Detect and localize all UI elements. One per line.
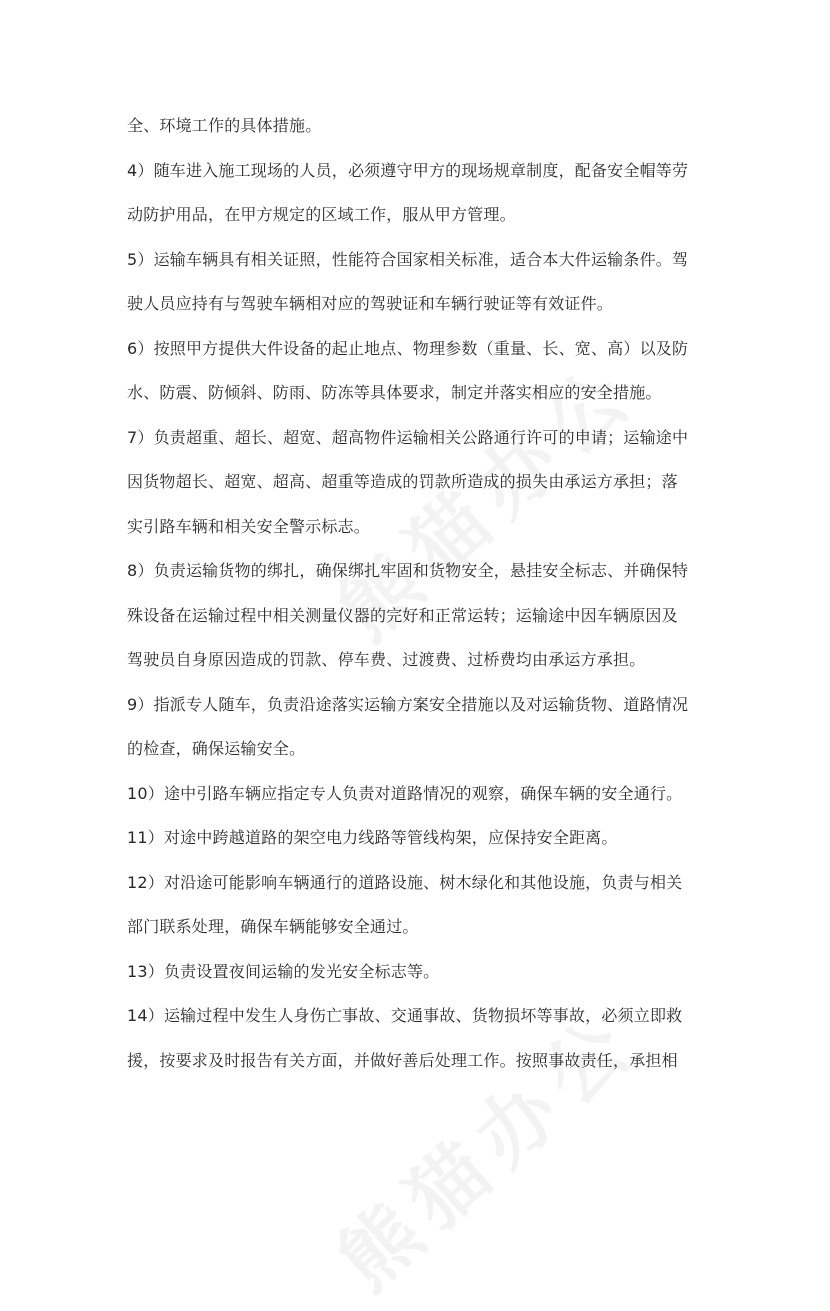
text-line: 部门联系处理，确保车辆能够安全通过。 [127,917,419,936]
text-line: 5）运输车辆具有相关证照，性能符合国家相关标准，适合本大件运输条件。驾 [127,249,689,269]
text-line: 援，按要求及时报告有关方面，并做好善后处理工作。按照事故责任，承担相 [127,1050,678,1070]
document-body [127,104,717,1083]
text-line: 12）对沿途可能影响车辆通行的道路设施、树木绿化和其他设施，负责与相关 [127,872,683,892]
text-line: 因货物超长、超宽、超高、超重等造成的罚款所造成的损失由承运方承担；落 [127,472,678,491]
text-line: 13）负责设置夜间运输的发光安全标志等。 [127,961,440,981]
text-line: 7）负责超重、超长、超宽、超高物件运输相关公路通行许可的申请；运输途中 [127,427,689,447]
text-line: 实引路车辆和相关安全警示标志。 [127,516,371,536]
text-line: 8）负责运输货物的绑扎，确保绑扎牢固和货物安全，悬挂安全标志、并确保特 [127,561,689,580]
text-line: 11）对途中跨越道路的架空电力线路等管线构架，应保持安全距离。 [127,828,618,847]
text-line: 4）随车进入施工现场的人员，必须遵守甲方的现场规章制度，配备安全帽等劳 [127,160,689,180]
text-line: 动防护用品，在甲方规定的区域工作，服从甲方管理。 [127,205,516,224]
text-line: 驾驶员自身原因造成的罚款、停车费、过渡费、过桥费均由承运方承担。 [127,650,646,669]
text-line: 10）途中引路车辆应指定专人负责对道路情况的观察，确保车辆的安全通行。 [127,783,683,803]
text-line: 驶人员应持有与驾驶车辆相对应的驾驶证和车辆行驶证等有效证件。 [127,294,614,313]
text-line: 的检查，确保运输安全。 [127,739,306,758]
text-line: 14）运输过程中发生人身伤亡事故、交通事故、货物损坏等事故，必须立即救 [127,1006,683,1025]
text-line: 6）按照甲方提供大件设备的起止地点、物理参数（重量、长、宽、高）以及防 [127,338,689,358]
text-line: 殊设备在运输过程中相关测量仪器的完好和正常运转；运输途中因车辆原因及 [127,605,678,625]
text-line: 水、防震、防倾斜、防雨、防冻等具体要求，制定并落实相应的安全措施。 [127,383,662,402]
text-line: 全、环境工作的具体措施。 [127,116,322,135]
text-line: 9）指派专人随车，负责沿途落实运输方案安全措施以及对运输货物、道路情况 [127,694,689,714]
